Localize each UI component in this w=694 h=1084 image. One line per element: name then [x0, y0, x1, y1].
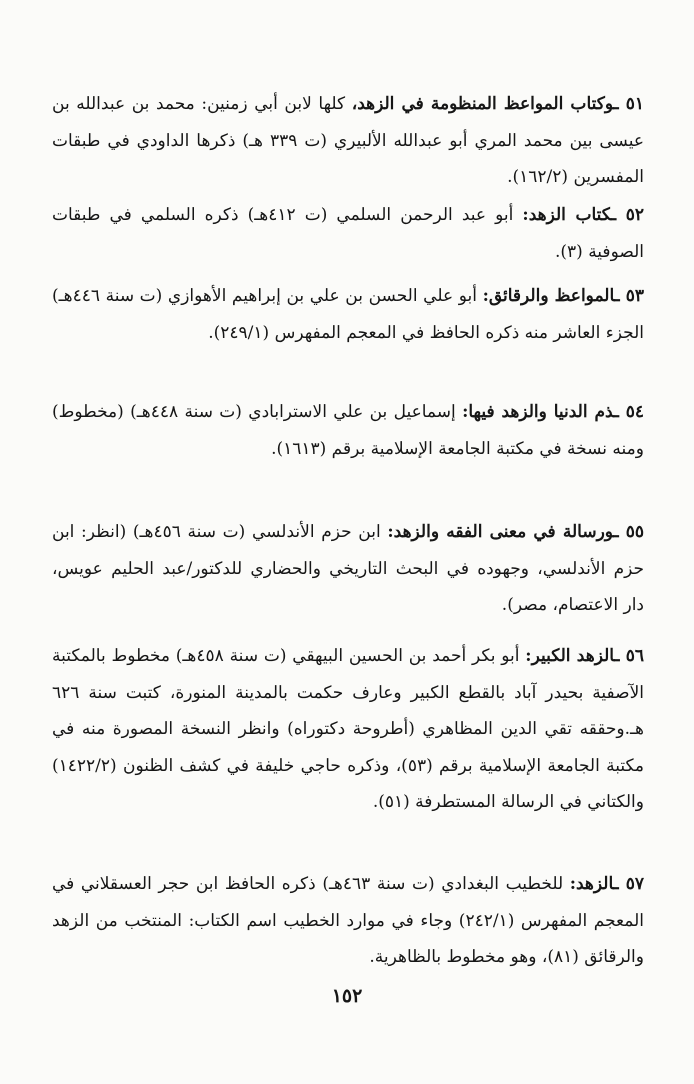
entry-number: ٥٥ ـ — [613, 522, 645, 542]
entry-text: إسماعيل بن علي الاسترابادي (ت سنة ٤٤٨هـ) (مخطوط) ومنه نسخة في مكتبة الجامعة الإسلامية برقم (١٦١٣). — [52, 402, 644, 459]
entry-text: أبو عبد الرحمن السلمي (ت ٤١٢هـ) ذكره السلمي في طبقات الصوفية (٣). — [52, 205, 644, 262]
entry-title: الزهد: — [569, 874, 614, 894]
entry-body — [52, 394, 644, 467]
entry-title: الزهد الكبير: — [525, 646, 615, 666]
entry-body — [52, 638, 644, 821]
entry-body — [52, 86, 644, 196]
entry-number: ٥٤ ـ — [613, 402, 645, 422]
entry-number: ٥١ ـ — [613, 94, 644, 114]
bibliography-entry-53 — [52, 278, 644, 351]
entry-title: المواعظ والرقائق: — [482, 286, 615, 306]
entry-title: ذم الدنيا والزهد فيها: — [462, 402, 614, 422]
entry-title: وكتاب المواعظ المنظومة في الزهد، — [351, 94, 614, 114]
entry-title: ورسالة في معنى الفقه والزهد: — [387, 522, 614, 542]
entry-title: كتاب الزهد: — [522, 205, 612, 225]
bibliography-entry-54 — [52, 394, 644, 467]
bibliography-entry-52 — [52, 197, 644, 270]
bibliography-entry-55 — [52, 514, 644, 624]
bibliography-entry-57 — [52, 866, 644, 976]
entry-body — [52, 278, 644, 351]
entry-text: أبو بكر أحمد بن الحسين البيهقي (ت سنة ٤٥٨هـ) مخطوط بالمكتبة الآصفية بحيدر آباد بالقطع الكبير وعارف حكمت بالمدينة المنورة، كتبت سنة ٦٢٦ هـ.وحققه تقي الدين المظاهري (أطروحة دكتوراه) وانظر النسخة المصورة منه في مكتبة الجامعة الإسلامية برقم (٥٣)، وذكره حاجي خليفة في كشف الظنون (١٤٢٢/٢) والكتاني في الرسالة المستطرفة (٥١). — [52, 646, 644, 812]
entry-text: للخطيب البغدادي (ت سنة ٤٦٣هـ) ذكره الحافظ ابن حجر العسقلاني في المعجم المفهرس (٢٤٢/١) وجاء في موارد الخطيب اسم الكتاب: المنتخب من الزهد والرقائق (٨١)، وهو مخطوط بالظاهرية. — [52, 874, 644, 967]
entry-number: ٥٧ ـ — [613, 874, 644, 894]
entry-number: ٥٢ ـ — [611, 205, 644, 225]
entry-body — [52, 866, 644, 976]
page-number: ١٥٢ — [331, 985, 363, 1007]
entry-body — [52, 197, 644, 270]
entry-text: كلها لابن أبي زمنين: محمد بن عبدالله بن عيسى بين محمد المري أبو عبدالله الألبيري (ت ٣٣٩ هـ) ذكرها الداودي في طبقات المفسرين (١٦٢/٢). — [52, 94, 644, 187]
bibliography-entry-51 — [52, 86, 644, 196]
bibliography-entry-56 — [52, 638, 644, 821]
entry-text: ابن حزم الأندلسي (ت سنة ٤٥٦هـ) (انظر: ابن حزم الأندلسي، وجهوده في البحث التاريخي والحضاري للدكتور/عبد الحليم عويس، دار الاعتصام، مصر). — [52, 522, 644, 615]
entry-number: ٥٣ ـ — [614, 286, 645, 306]
entry-text: أبو علي الحسن بن علي بن إبراهيم الأهوازي (ت سنة ٤٤٦هـ) الجزء العاشر منه ذكره الحافظ في المعجم المفهرس (٢٤٩/١). — [52, 286, 644, 343]
entry-number: ٥٦ ـ — [614, 646, 644, 666]
entry-body — [52, 514, 644, 624]
